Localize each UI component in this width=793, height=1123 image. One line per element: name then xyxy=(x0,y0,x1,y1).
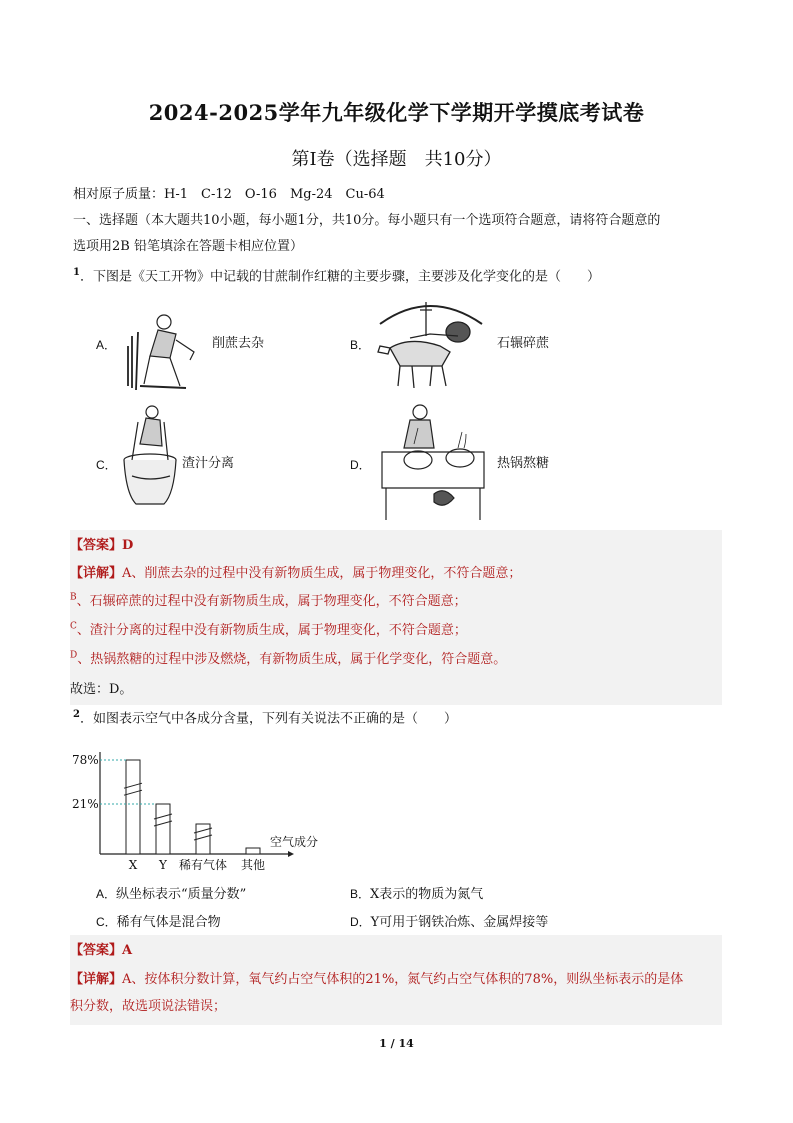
page-number: 1 / 14 xyxy=(379,1037,414,1050)
q2-option-d-label: D． xyxy=(350,915,371,929)
section-subtitle: 第Ⅰ卷（选择题 共10分） xyxy=(291,149,502,170)
q1-detail-letter-d: D xyxy=(70,650,78,661)
x-axis-label: 空气成分 xyxy=(270,835,319,849)
q2-answer-value: A xyxy=(122,943,133,958)
option-a-label: A． xyxy=(96,338,117,352)
q2-option-d-text: Y可用于钢铁冶炼、金属焊接等 xyxy=(370,915,549,930)
option-b-illustration xyxy=(370,296,490,392)
chart-bar xyxy=(126,760,140,854)
chart-bar xyxy=(246,848,260,854)
option-a-illustration xyxy=(120,306,204,392)
option-d-label-wrap[interactable] xyxy=(350,454,371,473)
y-tick-label: 78% xyxy=(72,753,99,767)
question-1-text: ．下图是《天工开物》中记载的甘蔗制作红糖的主要步骤，主要涉及化学变化的是（ ） xyxy=(79,269,600,285)
atomic-masses: 相对原子质量：H-1 C-12 O-16 Mg-24 Cu-64 xyxy=(73,187,385,202)
q1-detail-line-c xyxy=(70,619,467,638)
q2-option-c[interactable] xyxy=(96,911,221,930)
q2-answer-line xyxy=(70,939,132,958)
air-composition-chart xyxy=(70,748,340,874)
chart-bar xyxy=(156,804,170,854)
page-title: 2024-2025学年九年级化学下学期开学摸底考试卷 xyxy=(148,100,645,125)
q1-detail-tag: 【详解】 xyxy=(70,566,123,581)
q1-answer-value: D xyxy=(122,538,134,553)
option-b-text: 石辗碎蔗 xyxy=(497,336,550,351)
option-c-label: C． xyxy=(96,458,117,472)
q2-option-b-label: B． xyxy=(350,887,371,901)
q1-detail-letter-c: C xyxy=(70,621,77,632)
option-a-text: 削蔗去杂 xyxy=(212,336,265,351)
q1-detail-text-c: 、渣汁分离的过程中没有新物质生成，属于物理变化，不符合题意； xyxy=(76,623,467,638)
option-d-illustration xyxy=(374,398,492,524)
option-d-text: 热锅熬糖 xyxy=(497,456,550,471)
q1-detail-text-d: 、热锅熬糖的过程中涉及燃烧，有新物质生成，属于化学变化，符合题意。 xyxy=(77,652,507,667)
q2-option-a-text: 纵坐标表示“质量分数” xyxy=(116,887,247,902)
section-instructions-line1: 一、选择题（本大题共10小题，每小题1分，共10分。每小题只有一个选项符合题意，请将符合题意的 xyxy=(73,213,661,228)
q2-option-d[interactable] xyxy=(350,911,548,930)
q1-detail-text-a: A、削蔗去杂的过程中没有新物质生成，属于物理变化，不符合题意； xyxy=(122,566,522,581)
q2-option-a[interactable] xyxy=(96,883,246,902)
q1-detail-line-d xyxy=(70,648,506,667)
q1-detail-line-a xyxy=(70,562,521,581)
q1-conclusion-text: 故选：D。 xyxy=(70,682,133,697)
q2-detail-text-2: 积分数，故选项说法错误； xyxy=(70,999,227,1014)
q2-detail-tag: 【详解】 xyxy=(70,972,123,987)
question-2-answer-block xyxy=(70,935,722,1025)
x-axis-arrow xyxy=(288,851,294,857)
question-1-stem xyxy=(73,264,600,286)
question-2-text: ．如图表示空气中各成分含量，下列有关说法不正确的是（ ） xyxy=(79,711,457,727)
q2-detail-text-1: A、按体积分数计算，氧气约占空气体积的21%，氮气约占空气体积的78%，则纵坐标表示的是体 xyxy=(122,972,684,987)
q2-option-c-text: 稀有气体是混合物 xyxy=(116,915,221,930)
q1-answer-line xyxy=(70,534,133,553)
q2-option-a-label: A． xyxy=(96,887,117,901)
q1-detail-letter-b: B xyxy=(70,592,77,603)
question-1-number: 1 xyxy=(73,267,80,278)
q1-conclusion xyxy=(70,678,132,697)
option-c-illustration xyxy=(118,400,182,508)
q1-detail-text-b: 、石辗碎蔗的过程中没有新物质生成，属于物理变化，不符合题意； xyxy=(76,594,467,609)
q2-option-c-label: C． xyxy=(96,915,117,929)
q1-answer-tag: 【答案】 xyxy=(70,538,123,553)
q1-detail-line-b xyxy=(70,590,467,609)
question-2-number: 2 xyxy=(73,709,80,720)
question-1-answer-block xyxy=(70,530,722,705)
x-tick-label: Y xyxy=(159,858,167,872)
section-instructions-line2: 选项用2B 铅笔填涂在答题卡相应位置） xyxy=(73,239,303,254)
option-b-label: B． xyxy=(350,338,371,352)
question-2-stem xyxy=(73,706,457,728)
q2-detail-line-2 xyxy=(70,995,226,1014)
option-c-label-wrap[interactable] xyxy=(96,454,117,473)
q2-option-b-text: X表示的物质为氮气 xyxy=(370,887,484,902)
option-a-label-wrap[interactable] xyxy=(96,334,116,353)
y-tick-label: 21% xyxy=(72,797,99,811)
q2-option-b[interactable] xyxy=(350,883,483,902)
x-tick-label: X xyxy=(128,858,138,872)
option-b-label-wrap[interactable] xyxy=(350,334,370,353)
option-c-text: 渣汁分离 xyxy=(182,456,235,471)
x-tick-label: 其他 xyxy=(240,858,266,872)
q2-answer-tag: 【答案】 xyxy=(70,943,123,958)
q2-detail-line-1 xyxy=(70,968,683,987)
x-tick-label: 稀有气体 xyxy=(178,858,228,872)
option-d-label: D． xyxy=(350,458,371,472)
